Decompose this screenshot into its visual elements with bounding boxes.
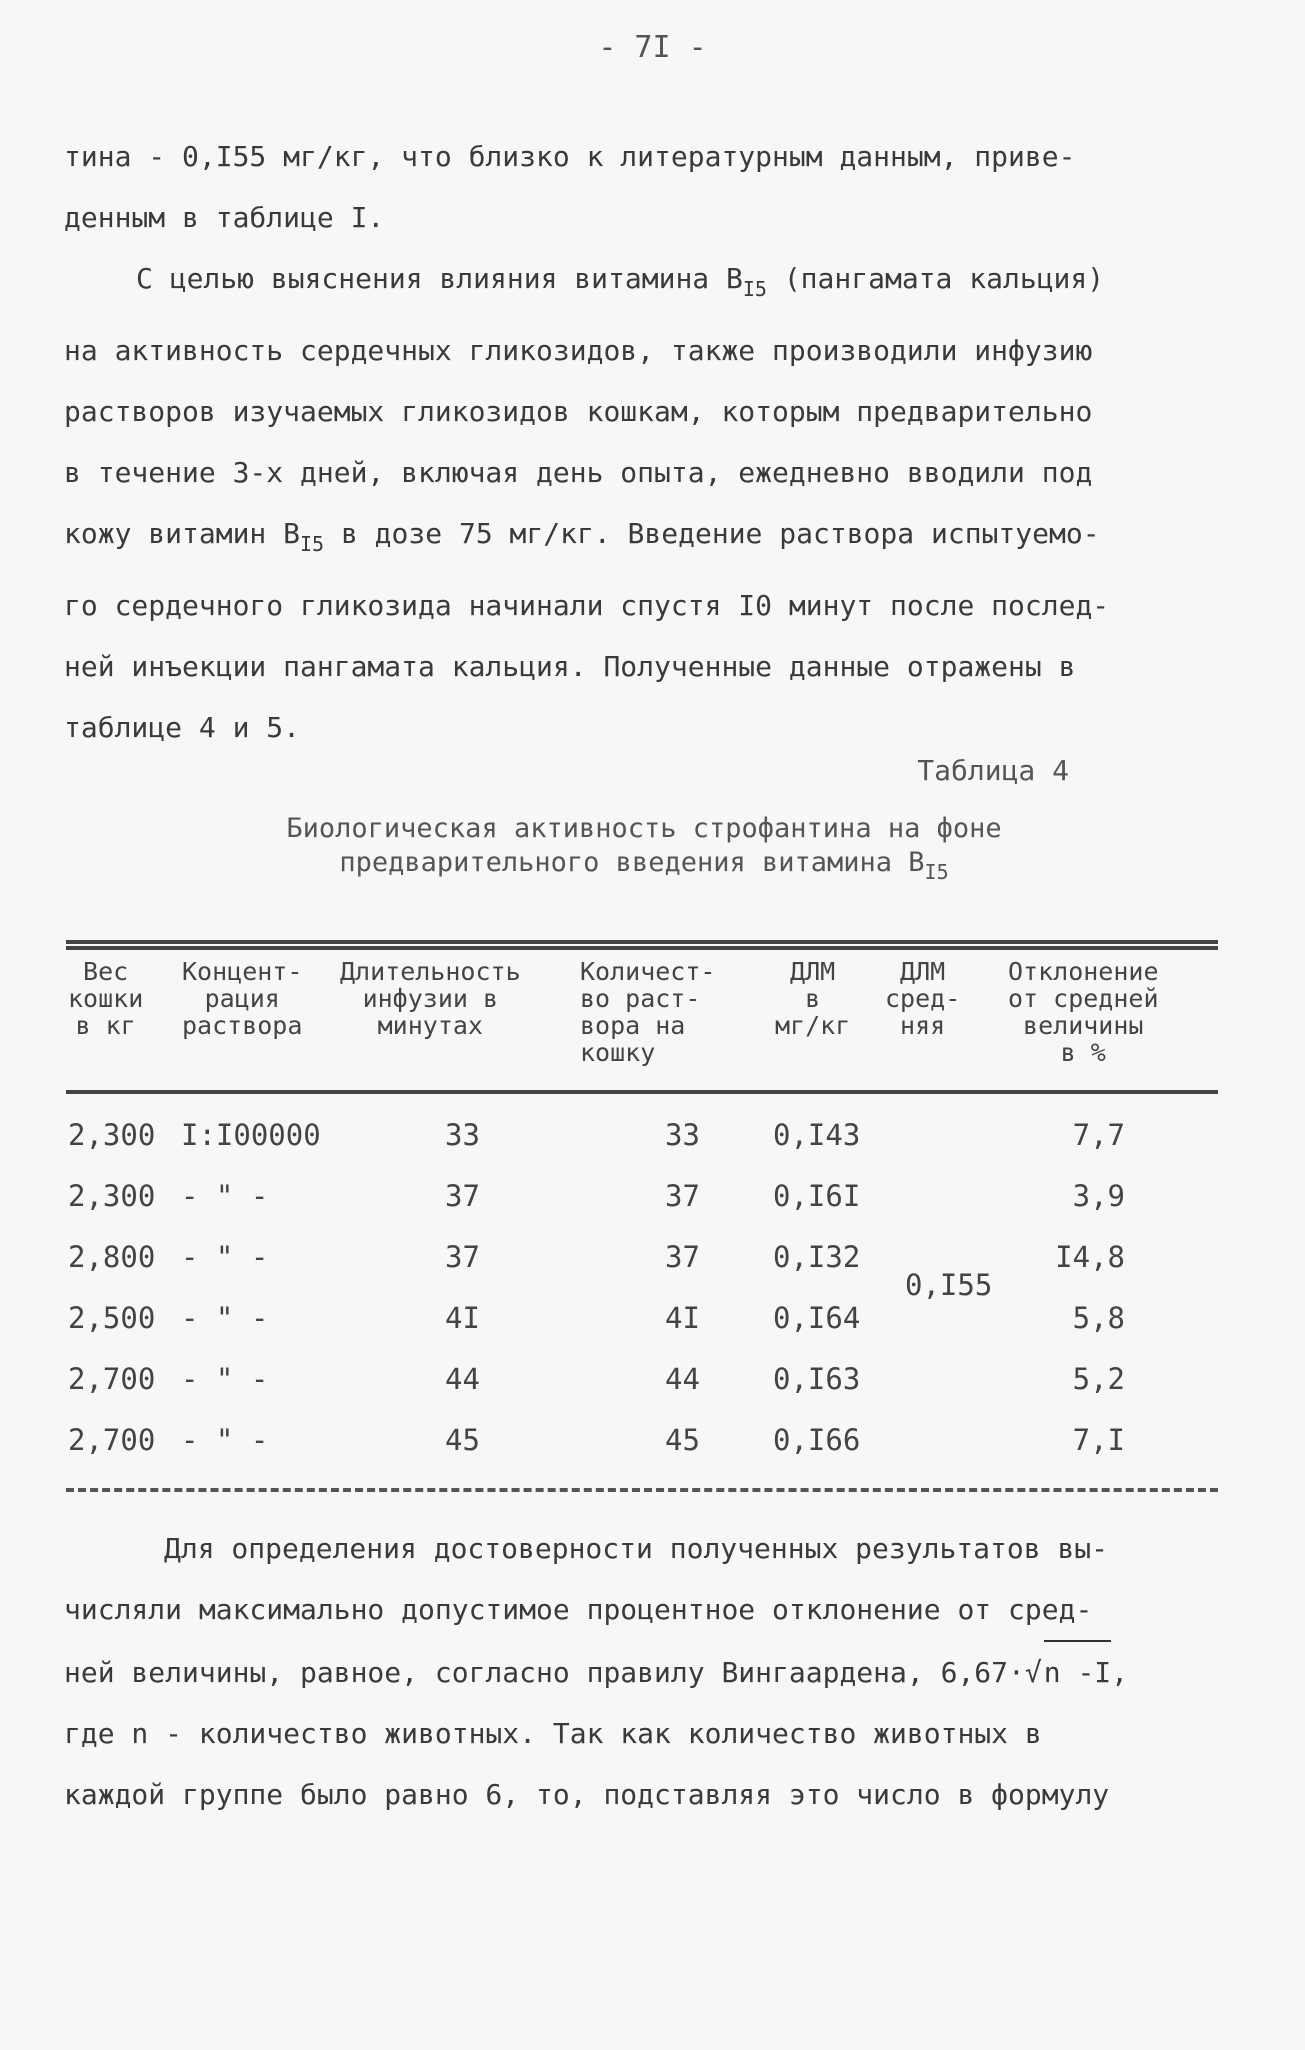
header-duration: Длительность инфузии в минутах xyxy=(340,957,521,1040)
text-line: числяли максимально допустимое процентное отклонение от сред- xyxy=(64,1593,1093,1626)
text-line: ней инъекции пангамата кальция. Полученные данные отражены в xyxy=(64,650,1076,683)
text-line: где n - количество животных. Так как количество животных в xyxy=(64,1717,1042,1750)
text-line: тина - 0,I55 мг/кг, что близко к литературным данным, приве- xyxy=(64,140,1076,173)
paragraph-3 xyxy=(64,1518,1224,1825)
table-bottom-rule xyxy=(66,1488,1218,1492)
cell-deviation: 5,8 xyxy=(1072,1301,1125,1335)
header-quantity: Количест- во раст- вора на кошку xyxy=(580,957,716,1067)
cell-dlm: 0,I43 xyxy=(773,1118,861,1152)
table-top-rule xyxy=(66,946,1218,950)
cell-deviation: 7,I xyxy=(1072,1423,1125,1457)
text-line: таблице 4 и 5. xyxy=(64,711,301,744)
cell-quantity: 44 xyxy=(665,1362,700,1396)
cell-quantity: 45 xyxy=(665,1423,700,1457)
page-number: - 7I - xyxy=(598,30,707,65)
cell-quantity: 37 xyxy=(665,1179,700,1213)
cell-weight: 2,800 xyxy=(68,1240,156,1274)
cell-duration: 45 xyxy=(445,1423,480,1457)
cell-duration: 44 xyxy=(445,1362,480,1396)
paragraph-2 xyxy=(64,248,1224,758)
cell-duration: 37 xyxy=(445,1179,480,1213)
cell-concentration: I:I00000 xyxy=(181,1118,321,1152)
cell-weight: 2,300 xyxy=(68,1179,156,1213)
cell-quantity: 33 xyxy=(665,1118,700,1152)
cell-deviation: 7,7 xyxy=(1072,1118,1125,1152)
table-header-rule xyxy=(66,1090,1218,1094)
text-line: растворов изучаемых гликозидов кошкам, которым предварительно xyxy=(64,395,1093,428)
cell-dlm: 0,I32 xyxy=(773,1240,861,1274)
header-deviation: Отклонение от средней величины в % xyxy=(1008,957,1159,1067)
cell-concentration: - " - xyxy=(181,1301,269,1335)
header-concentration: Концент- рация раствора xyxy=(182,957,303,1040)
text-line: го сердечного гликозида начинали спустя I0 минут после послед- xyxy=(64,589,1110,622)
cell-weight: 2,700 xyxy=(68,1362,156,1396)
header-weight: Вес кошки в кг xyxy=(68,957,144,1040)
text-line: кожу витамин $В_{I5}$ в дозе 75 мг/кг. Введение раствора испытуемо- xyxy=(64,517,1100,556)
cell-dlm: 0,I64 xyxy=(773,1301,861,1335)
cell-deviation: 5,2 xyxy=(1072,1362,1125,1396)
cell-deviation: 3,9 xyxy=(1072,1179,1125,1213)
cell-concentration: - " - xyxy=(181,1362,269,1396)
header-dlm-average: ДЛМ сред- няя xyxy=(885,957,961,1040)
square-root-icon: √ xyxy=(1024,1656,1042,1689)
table-label: Таблица 4 xyxy=(917,754,1069,787)
cell-dlm-average: 0,I55 xyxy=(905,1268,993,1302)
text-line: Для определения достоверности полученных результатов вы- xyxy=(164,1532,1109,1565)
table-top-rule xyxy=(66,940,1218,944)
cell-quantity: 37 xyxy=(665,1240,700,1274)
cell-dlm: 0,I6I xyxy=(773,1179,861,1213)
cell-dlm: 0,I63 xyxy=(773,1362,861,1396)
text-line: в течение 3-х дней, включая день опыта, ежедневно вводили под xyxy=(64,456,1093,489)
cell-concentration: - " - xyxy=(181,1423,269,1457)
cell-quantity: 4I xyxy=(665,1301,700,1335)
cell-weight: 2,500 xyxy=(68,1301,156,1335)
cell-deviation: I4,8 xyxy=(1055,1240,1125,1274)
text-line: каждой группе было равно 6, то, подставляя это число в формулу xyxy=(64,1778,1110,1811)
text-line: С целью выяснения влияния витамина $В_{I5}$ (пангамата кальция) xyxy=(136,262,1105,301)
paragraph-1 xyxy=(64,126,1224,248)
text-line: на активность сердечных гликозидов, также производили инфузию xyxy=(64,334,1093,367)
cell-duration: 4I xyxy=(445,1301,480,1335)
cell-dlm: 0,I66 xyxy=(773,1423,861,1457)
radicand: n -I xyxy=(1044,1640,1111,1703)
cell-concentration: - " - xyxy=(181,1179,269,1213)
table-caption: Биологическая активность строфантина на фоне предварительного введения витамина $В_{I5}$ xyxy=(286,813,1002,884)
cell-duration: 33 xyxy=(445,1118,480,1152)
cell-duration: 37 xyxy=(445,1240,480,1274)
cell-weight: 2,300 xyxy=(68,1118,156,1152)
header-dlm: ДЛМ в мг/кг xyxy=(775,957,851,1040)
cell-weight: 2,700 xyxy=(68,1423,156,1457)
text-line: денным в таблице I. xyxy=(64,201,385,234)
text-line: ней величины, равное, согласно правилу Вингаардена, 6,67·√n -I, xyxy=(64,1640,1224,1703)
cell-concentration: - " - xyxy=(181,1240,269,1274)
